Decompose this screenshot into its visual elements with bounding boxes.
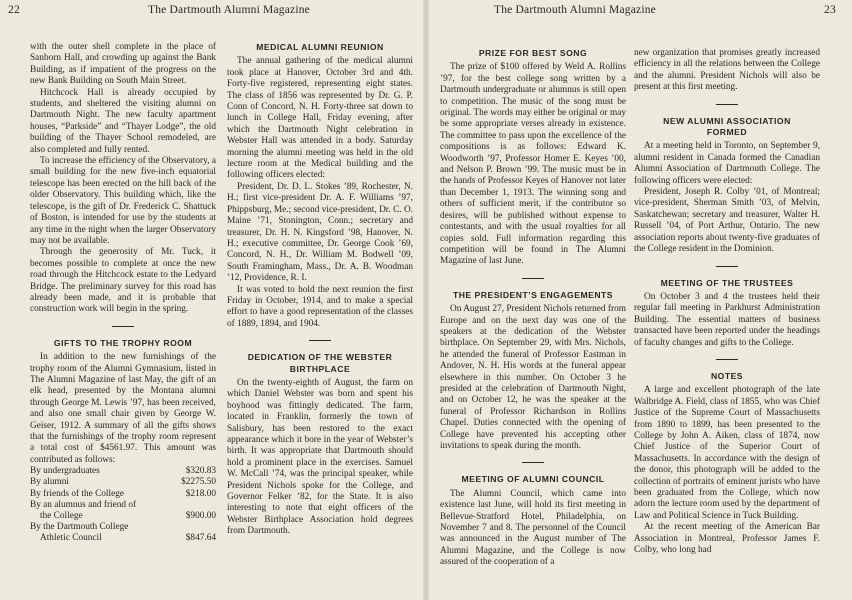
section-heading-new-association-line1: NEW ALUMNI ASSOCIATION (663, 115, 791, 126)
amount-value: $218.00 (185, 488, 216, 499)
amount-value (170, 500, 216, 511)
amount-value (170, 522, 216, 533)
section-divider (522, 278, 544, 279)
table-row (30, 477, 216, 488)
amount-label: By alumni (30, 477, 69, 488)
left-column-2 (227, 42, 413, 538)
paragraph: Through the generosity of Mr. Tuck, it becomes possible to complete at once the new road through the Hitchcock estate to the Ledyard Bridge. The preliminary survey for this road has already been made, and it is probable that construction work will begin in the spring. (30, 247, 216, 315)
page-number: 23 (824, 4, 836, 16)
paragraph: It was voted to hold the next reunion the first Friday in October, 1914, and to make a special effort to have a good representation of the classes of 1889, 1894, and 1904. (227, 284, 413, 329)
section-divider (716, 266, 738, 267)
paragraph: President, Joseph R. Colby ’01, of Montreal; vice-president, Sherman Smith ’03, of Melvin, Saskatchewan; secretary and treasurer, Walter H. Russell ’04, of Port Arthur, Ontario. The new association reports about twenty-five graduates of the College resident in the Dominion. (634, 187, 820, 255)
right-page (426, 0, 852, 600)
contributions-table (30, 466, 216, 544)
amount-label: By the Dartmouth College (30, 522, 129, 533)
running-header: The Dartmouth Alumni Magazine (494, 4, 656, 16)
section-heading-trophy-room: GIFTS TO THE TROPHY ROOM (53, 337, 193, 348)
section-heading-notes: NOTES (710, 370, 744, 381)
amount-label: By an alumnus and friend of (30, 499, 137, 510)
paragraph: On October 3 and 4 the trustees held their regular fall meeting in Parkhurst Administration Building. The essential matters of business transacted have been reported under the headings of faculty changes and gifts to the College. (634, 291, 820, 348)
amount-label: By undergraduates (30, 466, 100, 477)
paragraph: At the recent meeting of the American Bar Association in Montreal, Professor James F. Colby, who long had (634, 522, 820, 556)
paragraph: The annual gathering of the medical alumni took place at Hanover, October 3rd and 4th. Forty-five registered, representing eight states. The class of 1856 was represented by Dr. G. P. Conn of Concord, N. H. Forty-three sat down to lunch in College Hall, Friday evening, after which the Dartmouth Night celebration in Webster Hall was attended in a body. Saturday morning the alumni meeting was held in the old lecture room at the Medical building and the following officers elected: (227, 56, 413, 181)
amount-value: $2275.50 (181, 477, 216, 488)
table-row (30, 533, 216, 544)
paragraph: The prize of $100 offered by Weld A. Rollins ’97, for the best college song written by a Dartmouth undergraduate or alumnus is still open to competition. The music of the song must be original. The words may either be original or may be some appropriate verses already in existence. The committee to pass upon the excellence of the compositions is as follows: Edward K. Woodworth ’97, Professor Homer E. Keyes ’00, and Nelson P. Brown ’99. The music must be in the hands of Professor Keyes of Hanover not later than December 1, 1913. The winning song and others of sufficient merit, if the contributor so desires, will be published without expense to contestants, and with the usual royalties for all copies sold. Full information regarding this competition will be found in The Alumni Magazine of last June. (440, 62, 626, 267)
table-row (30, 511, 216, 522)
amount-value: $847.64 (185, 533, 216, 544)
section-heading-prize-song: PRIZE FOR BEST SONG (478, 48, 588, 58)
section-divider (309, 340, 331, 341)
table-row (30, 466, 216, 477)
paragraph: To increase the efficiency of the Observatory, a small building for the new five-inch equatorial telescope has been erected on the hill back of the older Observatory. This building which, like the telescope, is the gift of Dr. Frederick C. Shattuck of Boston, is intended for use by the students at any time in the night when the larger Observatory may not be available. (30, 156, 216, 246)
section-heading-medical-reunion: MEDICAL ALUMNI REUNION (256, 42, 384, 52)
table-row (30, 522, 216, 533)
paragraph: A large and excellent photograph of the late Walbridge A. Field, class of 1855, who was Chief Justice of the Supreme Court of Massachusetts from 1890 to 1899, has been presented to the College by John A. Aiken, class of 1874, now Chief Justice of the Superior Court of Massachusetts. In accordance with the design of the donor, this photograph will be added to the collection of portraits of eminent jurists who have been graduated from the College, which now adorn the lecture room used by the department of Law and Political Science in Tuck Building. (634, 385, 820, 521)
section-divider (112, 326, 134, 327)
section-divider (522, 462, 544, 463)
amount-label: Athletic Council (40, 533, 102, 544)
right-column-1 (440, 48, 626, 569)
amount-label: By friends of the College (30, 488, 124, 499)
section-heading-webster-line2: BIRTHPLACE (289, 363, 351, 374)
section-heading-trustees: MEETING OF THE TRUSTEES (660, 277, 794, 288)
section-heading-presidents-engagements: THE PRESIDENT’S ENGAGEMENTS (452, 289, 614, 300)
paragraph: At a meeting held in Toronto, on September 9, alumni resident in Canada formed the Canadian Alumni Association of Dartmouth College. The following officers were elected: (634, 141, 820, 186)
running-header: The Dartmouth Alumni Magazine (148, 4, 310, 16)
amount-value: $320.83 (185, 466, 216, 477)
amount-label: the College (40, 511, 83, 522)
paragraph: new organization that promises greatly increased efficiency in all the relations between the College and the alumni. President Nichols will also be present at this first meeting. (634, 48, 820, 93)
paragraph: On the twenty-eighth of August, the farm on which Daniel Webster was born and spent his boyhood was fittingly dedicated. The farm, located in Franklin, formerly the town of Salisbury, has been restored to the exact appearance which it bore in the year of Webster’s birth. It was appropriate that Dartmouth should hold a prominent place in the exercises. Samuel W. McCall ’74, was the principal speaker, while President Nichols spoke for the College, and Governor Felker ’82, for the State. It is also interesting to note that eight officers of the Webster Birthplace Association hold degrees from Dartmouth. (227, 377, 413, 537)
left-column-1 (30, 42, 216, 545)
section-heading-new-association-line2: FORMED (706, 127, 748, 138)
paragraph: The Alumni Council, which came into existence last June, will hold its first meeting in Bellevue-Stratford Hotel, Philadelphia, on November 7 and 8. The personnel of the Council was announced in the August number of The Alumni Magazine, and the College is now assured of the cooperation of a (440, 488, 626, 568)
right-column-2 (634, 48, 820, 556)
paragraph: In addition to the new furnishings of the trophy room of the Alumni Gymnasium, listed in The Alumni Magazine of last May, the gift of an elk head, presented by the Montana alumni through George M. Lewis ’97, has been received, and also one small chair given by George W. Geiser, 1912. A summary of all the gifts shows that the furnishings of the trophy room represent a total cost of $4561.97. This amount was contributed as follows: (30, 352, 216, 465)
paragraph: with the outer shell complete in the place of Sanborn Hall, and crowding up against the Bank Building, as if impatient of the progress on the new Bank Building on South Main Street. (30, 42, 216, 87)
amount-value: $900.00 (185, 511, 216, 522)
paragraph: Hitchcock Hall is already occupied by students, and sheltered the visiting alumni on Dartmouth Night. The new faculty apartment houses, “Parkside” and “Thayer Lodge”, the old building of the Thayer School remodeled, are also completed and fully rented. (30, 87, 216, 155)
section-heading-webster-line1: DEDICATION OF THE WEBSTER (247, 352, 393, 363)
table-row (30, 489, 216, 500)
paragraph: On August 27, President Nichols returned from Europe and on the next day was one of the speakers at the dedication of the Webster birthplace. On September 29, with Mrs. Nichols, he attended the funeral of Professor Eastman in Andover, N. H. His words at the funeral appear elsewhere in this number. On October 3 he presided at the celebration of Dartmouth Night, and on October 12, he was the speaker at the funeral of Professor Richardson in Rollins Chapel. Duties connected with the opening of College have prevented his accepting other invitations to speak during the month. (440, 304, 626, 451)
section-heading-alumni-council: MEETING OF ALUMNI COUNCIL (461, 474, 605, 485)
page-number: 22 (8, 4, 20, 16)
paragraph: President, Dr. D. L. Stokes ’89, Rochester, N. H.; first vice-president Dr. A. F. Williams ’97, Phippsburg, Me.; second vice-president, Dr. C. O. Maine ’71, Stonington, Conn.; secretary and treasurer, Dr. H. N. Kingsford ’98, Hanover, N. H.; executive committee, Dr. George Cook ’69, Concord, N. H., Dr. William M. Bodwell ’09, South Framingham, Mass., Dr. A. B. Woodman ’12, Providence, R. I. (227, 181, 413, 284)
table-row (30, 500, 216, 511)
section-divider (716, 104, 738, 105)
section-divider (716, 359, 738, 360)
